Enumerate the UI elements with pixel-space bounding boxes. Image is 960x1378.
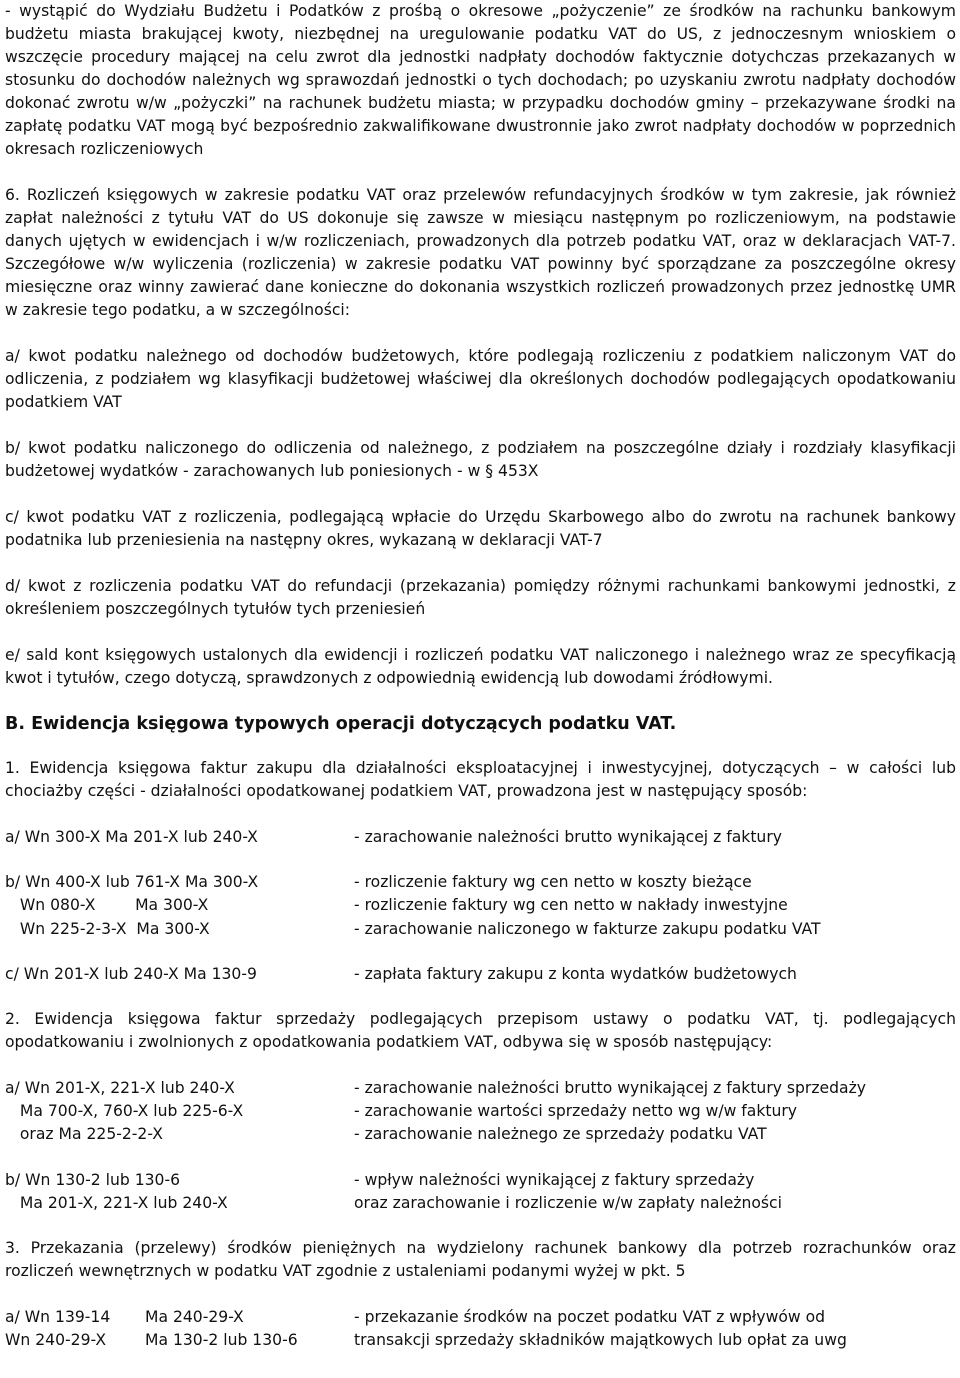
booking-description: - rozliczenie faktury wg cen netto w koszty bieżące [354, 873, 752, 892]
booking-row [5, 918, 956, 941]
booking-description: - zarachowanie należnego ze sprzedaży podatku VAT [354, 1125, 767, 1144]
section-b-point-2-intro: 2. Ewidencja księgowa faktur sprzedaży podlegających przepisom ustawy o podatku VAT, tj. podlegających opodatkowaniu i zwolnionych z opodatkowania podatkiem VAT, odbywa się w sposób następujący: [5, 1009, 956, 1051]
booking-description: transakcji sprzedaży składników majątkowych lub opłat za uwg [354, 1331, 847, 1350]
booking-entry: a/ Wn 201-X, 221-X lub 240-X [5, 1078, 235, 1097]
section-b-heading: B. Ewidencja księgowa typowych operacji dotyczących podatku VAT. [5, 714, 677, 734]
booking-description: - zapłata faktury zakupu z konta wydatków budżetowych [354, 964, 797, 983]
booking-row [5, 894, 956, 917]
booking-entry: oraz Ma 225-2-2-X [5, 1125, 163, 1144]
booking-credit: Ma 240-29-X [145, 1307, 244, 1326]
section-b-point-3-intro: 3. Przekazania (przelewy) środków pieniężnych na wydzielony rachunek bankowy dla potrzeb rozrachunków oraz rozliczeń wewnętrznych w podatku VAT zgodnie z ustaleniami podanymi wyżej w pkt. 5 [5, 1238, 956, 1280]
section-6-item-a: a/ kwot podatku należnego od dochodów budżetowych, które podlegają rozliczeniu z podatkiem naliczonym VAT do odliczenia, z podziałem wg klasyfikacji budżetowej właściwej dla określonych dochodów podlegających opodatkowaniu podatkiem VAT [5, 347, 956, 411]
booking-entry: Wn 225-2-3-X Ma 300-X [5, 919, 210, 938]
section-6-item-d: d/ kwot z rozliczenia podatku VAT do refundacji (przekazania) pomiędzy różnymi rachunkami bankowymi jednostki, z określeniem poszczególnych tytułów tych przeniesień [5, 577, 956, 618]
booking-credit: Ma 130-2 lub 130-6 [145, 1331, 298, 1350]
booking-entry: Ma 700-X, 760-X lub 225-6-X [5, 1102, 244, 1121]
booking-description: - zarachowanie należności brutto wynikającej z faktury sprzedaży [354, 1078, 866, 1097]
booking-row [5, 1169, 956, 1192]
section-6-item-b: b/ kwot podatku naliczonego do odliczenia od należnego, z podziałem na poszczególne działy i rozdziały klasyfikacji budżetowej wydatków - zarachowanych lub poniesionych - w § 453X [5, 439, 956, 480]
booking-description: - przekazanie środków na poczet podatku VAT z wpływów od [354, 1307, 826, 1326]
booking-description: oraz zarachowanie i rozliczenie w/w zapłaty należności [354, 1193, 782, 1212]
booking-row [5, 1100, 956, 1123]
booking-description: - rozliczenie faktury wg cen netto w nakłady inwestyjne [354, 896, 788, 915]
booking-row [5, 871, 956, 894]
booking-description: - zarachowanie naliczonego w fakturze zakupu podatku VAT [354, 919, 821, 938]
booking-description: - wpływ należności wynikającej z faktury sprzedaży [354, 1170, 755, 1189]
section-b-point-1-intro: 1. Ewidencja księgowa faktur zakupu dla działalności eksploatacyjnej i inwestycyjnej, dotyczących – w całości lub chociażby części - działalności opodatkowanej podatkiem VAT, prowadzona jest w następujący sposób: [5, 759, 956, 800]
booking-row [5, 1192, 956, 1215]
booking-row [5, 1123, 956, 1146]
section-6-item-c: c/ kwot podatku VAT z rozliczenia, podlegającą wpłacie do Urzędu Skarbowego albo do zwrotu na rachunek bankowy podatnika lub przeniesienia na następny okres, wykazaną w deklaracji VAT-7 [5, 508, 956, 549]
booking-description: - zarachowanie należności brutto wynikającej z faktury [354, 828, 782, 846]
booking-entry: a/ Wn 300-X Ma 201-X lub 240-X [5, 828, 258, 846]
booking-row [5, 826, 956, 849]
booking-entry: Ma 201-X, 221-X lub 240-X [5, 1193, 228, 1212]
booking-row [5, 1306, 956, 1329]
intro-paragraph: - wystąpić do Wydziału Budżetu i Podatków z prośbą o okresowe „pożyczenie” ze środków na rachunku bankowym budżetu miasta brakującej kwoty, niezbędnej na uregulowanie podatku VAT do US, z jednoczesnym wnioskiem o wszczęcie procedury mającej na celu zwrot dla jednostki nadpłaty dochodów faktycznie dotychczas przekazanych w stosunku do dochodów należnych wg sprawozdań jednostki o tych dochodach; po uzyskaniu zwrotu nadpłaty dochodów dokonać zwrotu w/w „pożyczki” na rachunek budżetu miasta; w przypadku dochodów gminy – przekazywane środki na zapłatę podatku VAT mogą być bezpośrednio zakwalifikowane dwustronnie jako zwrot nadpłaty dochodów w poprzednich okresach rozliczeniowych [5, 2, 956, 158]
section-6-paragraph: 6. Rozliczeń księgowych w zakresie podatku VAT oraz przelewów refundacyjnych środków w tym zakresie, jak również zapłat należności z tytułu VAT do US dokonuje się zawsze w miesiącu następnym po rozliczeniowym, na podstawie danych ujętych w ewidencjach i w/w rozliczeniach, prowadzonych dla potrzeb podatku VAT, oraz w deklaracjach VAT-7. Szczegółowe w/w wyliczenia (rozliczenia) w zakresie podatku VAT powinny być sporządzane za poszczególne okresy miesięczne oraz winny zawierać dane konieczne do dokonania wszystkich rozliczeń prowadzonych przez jednostkę UMR w zakresie tego podatku, a w szczególności: [5, 186, 956, 319]
booking-row [5, 1329, 956, 1352]
section-6-item-e: e/ sald kont księgowych ustalonych dla ewidencji i rozliczeń podatku VAT naliczonego i należnego wraz ze specyfikacją kwot i tytułów, czego dotyczą, sprawdzonych z odpowiednią ewidencją lub dowodami źródłowymi. [5, 646, 956, 687]
booking-entry: b/ Wn 130-2 lub 130-6 [5, 1170, 181, 1189]
booking-debit: Wn 240-29-X [5, 1331, 107, 1350]
booking-row [5, 1077, 956, 1100]
booking-entry: Wn 080-X Ma 300-X [5, 896, 209, 915]
booking-entry: c/ Wn 201-X lub 240-X Ma 130-9 [5, 964, 257, 983]
booking-debit: a/ Wn 139-14 [5, 1307, 111, 1326]
booking-entry: b/ Wn 400-X lub 761-X Ma 300-X [5, 873, 259, 892]
booking-description: - zarachowanie wartości sprzedaży netto wg w/w faktury [354, 1102, 798, 1121]
booking-row [5, 963, 956, 986]
